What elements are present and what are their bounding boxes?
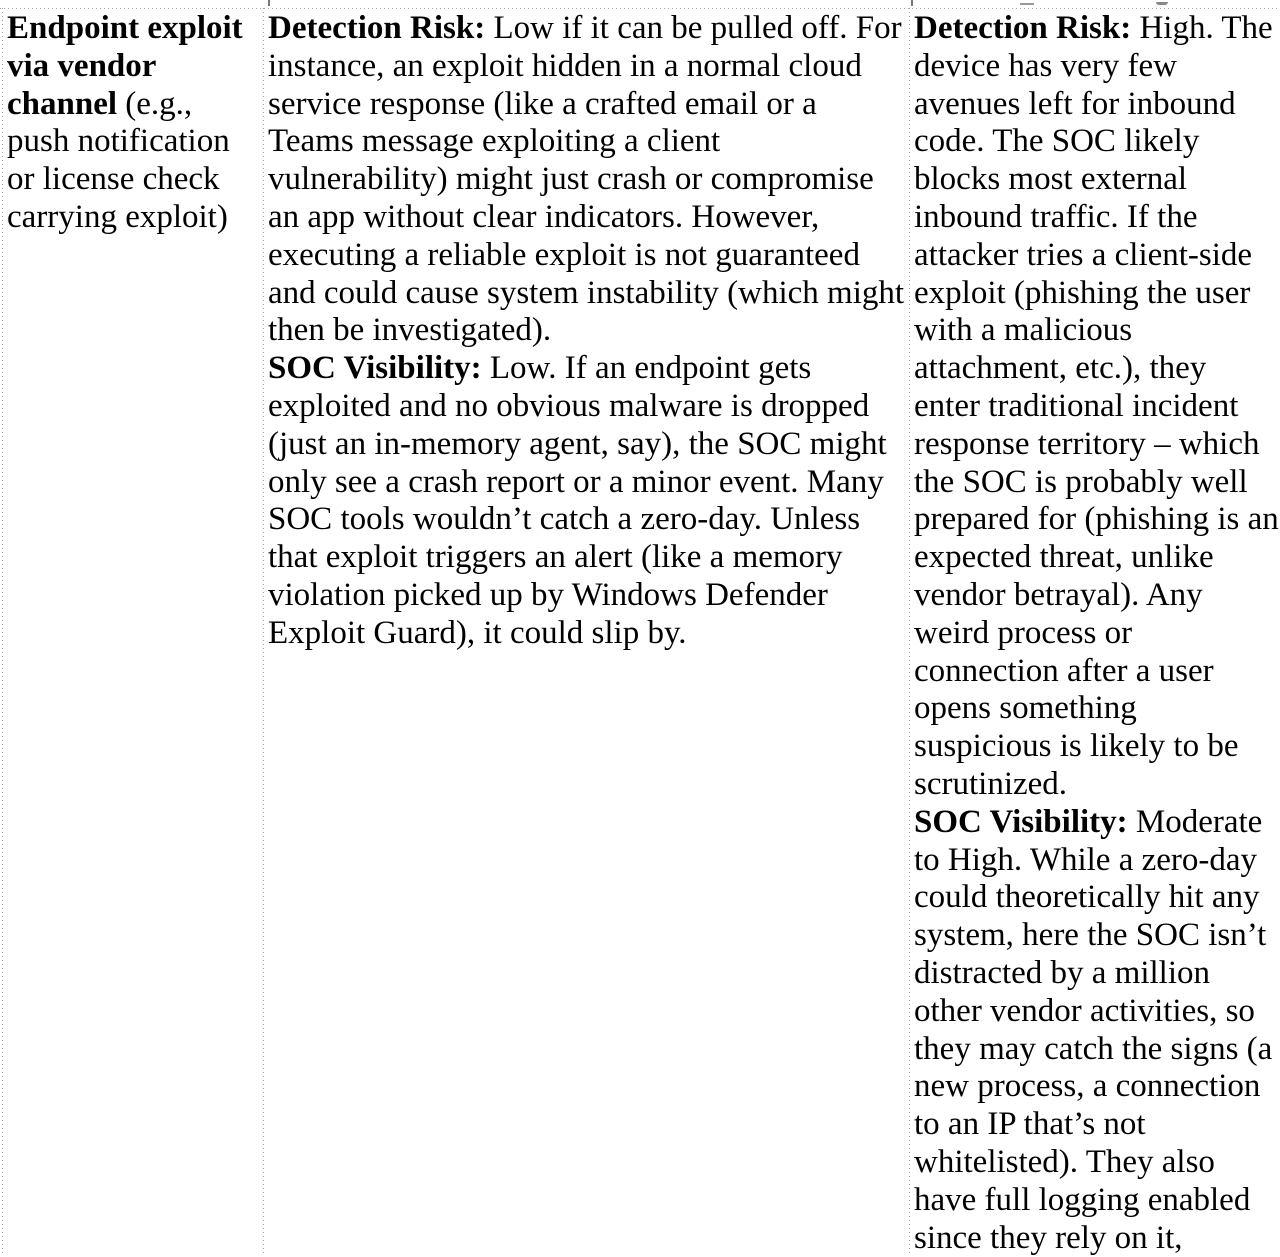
cropped-row-artifact <box>911 0 913 6</box>
text-run: Low if it can be pulled off. For instance, an exploit hidden in a normal cloud service response (like a crafted email or a Teams message exploiting a client vulnerability) might just crash or compromise an app without clear indicators. However, executing a reliable exploit is not guaranteed and could cause system instability (which might then be investigated). <box>268 10 905 349</box>
text-run: High. The device has very few avenues left for inbound code. The SOC likely blocks most external inbound traffic. If the attacker tries a client-side exploit (phishing the user with a malicious attachment, etc.), they enter traditional incident response territory – which the SOC is probably well prepared for (phishing is an expected threat, unlike vendor betrayal). Any weird process or connection after a user opens something suspicious is likely to be scrutinized. <box>914 10 1279 802</box>
text-run: (e.g., push notification or license check carrying exploit) <box>7 85 230 235</box>
table-cell-locked-down-scenario <box>910 9 1280 1257</box>
table-cell-noisy-vendor-scenario <box>264 9 910 653</box>
text-run: Low. If an endpoint gets exploited and no obvious malware is dropped (just an in-memory agent, say), the SOC might only see a crash report or a minor event. Many SOC tools wouldn’t catch a zero-day. Unless that exploit triggers an alert (like a memory violation picked up by Windows Defender Exploit Guard), it could slip by. <box>268 350 887 651</box>
cropped-row-artifact <box>1020 3 1034 5</box>
cropped-row-artifact <box>1156 2 1168 5</box>
text-run: Endpoint exploit via vendor channel <box>7 10 243 122</box>
cropped-row-artifact <box>268 0 270 6</box>
table-cell-attack-vector <box>3 9 263 237</box>
text-run: SOC Visibility: <box>914 803 1128 840</box>
text-run: Moderate to High. While a zero-day could theoretically hit any system, here the SOC isn’t distracted by a million other vendor activities, so they may catch the signs (a new process, a connection to an IP that’s not whitelisted). They also have full logging enabled since they rely on it, <box>914 803 1273 1256</box>
text-run: SOC Visibility: <box>268 350 482 387</box>
text-run: Detection Risk: <box>914 10 1132 46</box>
text-run: Detection Risk: <box>268 10 486 46</box>
